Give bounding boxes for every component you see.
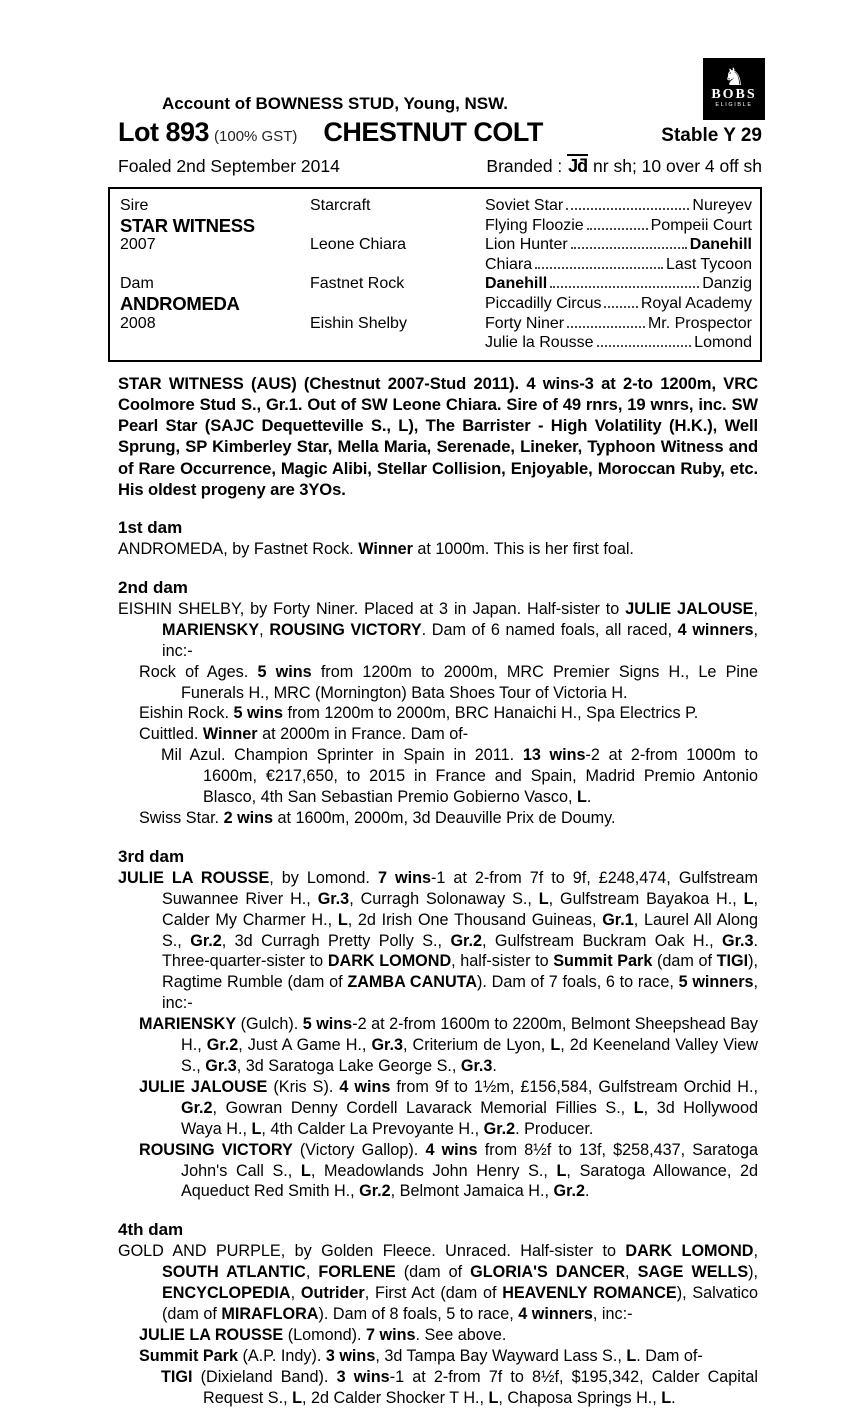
dam-section-heading: 3rd dam <box>118 846 185 866</box>
pedigree-ancestor-name: Royal Academy <box>640 294 752 312</box>
dam-sections <box>118 517 758 1409</box>
pedigree-ancestor-name: Forty Niner <box>485 314 565 332</box>
pedigree-cell: Fastnet Rock <box>310 275 405 293</box>
gst-note: (100% GST) <box>214 128 298 145</box>
pedigree-cell <box>310 294 477 314</box>
pedigree-ancestor-name: Lion Hunter <box>485 236 568 254</box>
pedigree-cell: Eishin Shelby <box>310 314 407 332</box>
pedigree-ancestor-name: Mr. Prospector <box>647 314 752 332</box>
pedigree-ancestor-name: Danehill <box>689 236 752 254</box>
pedigree-cell: Leone Chiara <box>310 236 407 254</box>
catalogue-paragraph: GOLD AND PURPLE, by Golden Fleece. Unraced. Half-sister to DARK LOMOND, SOUTH ATLANTIC, FORLENE (dam of GLORIA'S DANCER, SAGE WELLS), ENCYCLOPEDIA, Outrider, First Act (dam of HEAVENLY ROMANCE), Salvatico (dam of MIRAFLORA). Dam of 8 foals, 5 to race, 4 winners, inc:- <box>118 1242 759 1324</box>
catalogue-paragraph: Summit Park (A.P. Indy). 3 wins, 3d Tampa Bay Wayward Lass S., L. Dam of- <box>139 1346 703 1365</box>
catalogue-paragraph: Cuittled. Winner at 2000m in France. Dam of- <box>139 725 469 744</box>
dam-section-heading: 2nd dam <box>118 577 188 597</box>
branded-label: Branded : <box>486 156 563 176</box>
pedigree-ancestor-name: Danehill <box>485 275 548 293</box>
dot-leader <box>571 247 687 249</box>
stable-number: Stable Y 29 <box>661 125 762 146</box>
catalogue-paragraph: ROUSING VICTORY (Victory Gallop). 4 wins from 8½f to 13f, $258,437, Saratoga John's Call S., L, Meadowlands John Henry S., L, Saratoga Allowance, 2d Aqueduct Red Smith H., Gr.2, Belmont Jamaica H., Gr.2. <box>139 1140 758 1201</box>
pedigree-ancestor-name: Lomond <box>694 334 752 352</box>
catalogue-paragraph: MARIENSKY (Gulch). 5 wins-2 at 2-from 1600m to 2200m, Belmont Sheepshead Bay H., Gr.2, Just A Game H., Gr.3, Criterium de Lyon, L, 2d Keeneland Valley View S., Gr.3, 3d Saratoga Lake George S., Gr.3. <box>139 1015 759 1075</box>
pedigree-ancestor-name: Pompeii Court <box>650 216 752 234</box>
pedigree-leader-row <box>485 314 752 334</box>
catalogue-paragraph: JULIE LA ROUSSE, by Lomond. 7 wins-1 at 2-from 7f to 9f, £248,474, Gulfstream Suwannee River H., Gr.3, Curragh Solonaway S., L, Gulfstream Bayakoa H., L, Calder My Charmer H., L, 2d Irish One Thousand Guineas, Gr.1, Laurel All Along S., Gr.2, 3d Curragh Pretty Polly S., Gr.2, Gulfstream Buckram Oak H., Gr.3. Three-quarter-sister to DARK LOMOND, half-sister to Summit Park (dam of TIGI), Ragtime Rumble (dam of ZAMBA CANUTA). Dam of 7 foals, 6 to race, 5 winners, inc:- <box>118 868 759 1013</box>
brand-mark-glyph: Jƌ <box>568 156 588 176</box>
pedigree-ancestor-name: Julie la Rousse <box>485 334 594 352</box>
pedigree-ancestor-name: Chiara <box>485 255 533 273</box>
pedigree-generation-3 <box>485 196 752 353</box>
pedigree-leader-row <box>485 255 752 275</box>
branded-info <box>486 156 762 177</box>
pedigree-cell: Dam <box>120 275 154 293</box>
catalogue-paragraph: Eishin Rock. 5 wins from 1200m to 2000m, BRC Hanaichi H., Spa Electrics P. <box>139 704 699 723</box>
pedigree-cell: 2007 <box>120 236 156 254</box>
pedigree-cell <box>120 333 302 353</box>
bobs-logo <box>703 58 765 120</box>
pedigree-cell: 2008 <box>120 314 156 332</box>
catalogue-paragraph: TIGI (Dixieland Band). 3 wins-1 at 2-from 7f to 8½f, $195,342, Calder Capital Request S., L, 2d Calder Shocker T H., L, Chaposa Springs H., L. <box>161 1367 758 1407</box>
pedigree-table <box>108 187 762 362</box>
foaled-date: Foaled 2nd September 2014 <box>118 156 340 176</box>
pedigree-cell <box>310 216 477 236</box>
pedigree-ancestor-name: Piccadilly Circus <box>485 294 602 312</box>
dot-leader <box>587 228 648 230</box>
vendor-account-line: Account of BOWNESS STUD, Young, NSW. <box>162 94 508 113</box>
page-title: CHESTNUT COLT <box>323 117 543 147</box>
dot-leader <box>535 267 663 269</box>
foaled-branded-row <box>108 156 762 177</box>
pedigree-ancestor-name: Soviet Star <box>485 197 564 214</box>
pedigree-leader-row <box>485 196 752 216</box>
pedigree-leader-row <box>485 216 752 236</box>
dot-leader <box>566 208 689 210</box>
dam-section-heading: 1st dam <box>118 517 183 537</box>
pedigree-cell <box>120 255 302 275</box>
dot-leader <box>567 326 645 328</box>
catalogue-paragraph: ANDROMEDA, by Fastnet Rock. Winner at 1000m. This is her first foal. <box>118 539 634 558</box>
pedigree-cell <box>310 255 477 275</box>
bobs-horse-icon: ♞ <box>723 63 745 91</box>
pedigree-leader-row <box>485 274 752 294</box>
dot-leader <box>597 345 692 347</box>
pedigree-leader-row <box>485 235 752 255</box>
bobs-eligible-text: ELIGIBLE <box>715 101 753 108</box>
catalogue-paragraph: Rock of Ages. 5 wins from 1200m to 2000m, MRC Premier Signs H., Le Pine Funerals H., MRC (Mornington) Bata Shoes Tour of Victoria H. <box>139 662 758 702</box>
pedigree-leader-row <box>485 294 752 314</box>
pedigree-cell: ANDROMEDA <box>120 292 240 314</box>
pedigree-ancestor-name: Nureyev <box>692 197 752 214</box>
branded-description: nr sh; 10 over 4 off sh <box>593 156 762 176</box>
dot-leader <box>550 286 699 288</box>
bobs-logo-text: BOBS <box>711 86 757 102</box>
pedigree-ancestor-name: Flying Floozie <box>485 216 584 234</box>
pedigree-ancestor-name: Last Tycoon <box>666 255 752 273</box>
catalogue-paragraph: Mil Azul. Champion Sprinter in Spain in 2011. 13 wins-2 at 2-from 1000m to 1600m, €217,650, to 2015 in France and Spain, Madrid Premio Antonio Blasco, 4th San Sebastian Premio Gobierno Vasco, L. <box>161 746 759 807</box>
dam-section-heading: 4th dam <box>118 1220 184 1240</box>
catalogue-paragraph: JULIE JALOUSE (Kris S). 4 wins from 9f to 1½m, £156,584, Gulfstream Orchid H., Gr.2, Gowran Denny Cordell Lavarack Memorial Fillies S., L, 3d Hollywood Waya H., L, 4th Calder La Prevoyante H., Gr.2. Producer. <box>139 1077 758 1138</box>
pedigree-generation-2 <box>310 196 477 353</box>
pedigree-cell: Sire <box>120 197 149 214</box>
lot-title-row <box>108 117 762 148</box>
pedigree-generation-1 <box>120 196 302 353</box>
pedigree-cell: STAR WITNESS <box>120 214 255 236</box>
catalogue-paragraph: EISHIN SHELBY, by Forty Niner. Placed at 3 in Japan. Half-sister to JULIE JALOUSE, MARIENSKY, ROUSING VICTORY. Dam of 6 named foals, all raced, 4 winners, inc:- <box>118 599 759 660</box>
catalogue-text-body <box>108 373 762 1409</box>
pedigree-ancestor-name: Danzig <box>702 275 752 293</box>
catalogue-paragraph: Swiss Star. 2 wins at 1600m, 2000m, 3d Deauville Prix de Doumy. <box>139 808 616 827</box>
dot-leader <box>604 306 637 308</box>
lot-number: Lot 893 <box>118 117 210 147</box>
catalogue-paragraph: JULIE LA ROUSSE (Lomond). 7 wins. See above. <box>139 1325 507 1344</box>
pedigree-leader-row <box>485 333 752 353</box>
sire-summary-paragraph: STAR WITNESS (AUS) (Chestnut 2007-Stud 2011). 4 wins-3 at 2-to 1200m, VRC Coolmore Stud S., Gr.1. Out of SW Leone Chiara. Sire of 49 rnrs, 19 wnrs, inc. SW Pearl Star (SAJC Dequetteville S., L), The Barrister - High Volatility (H.K.), Well Sprung, SP Kimberley Star, Mella Maria, Serenade, Lineker, Typhoon Witness and of Rare Occurrence, Magic Alibi, Stellar Collision, Enjoyable, Moroccan Ruby, etc. His oldest progeny are 3YOs. <box>118 373 758 499</box>
page-content <box>108 63 762 1409</box>
pedigree-cell <box>310 333 477 353</box>
pedigree-cell: Starcraft <box>310 197 371 214</box>
